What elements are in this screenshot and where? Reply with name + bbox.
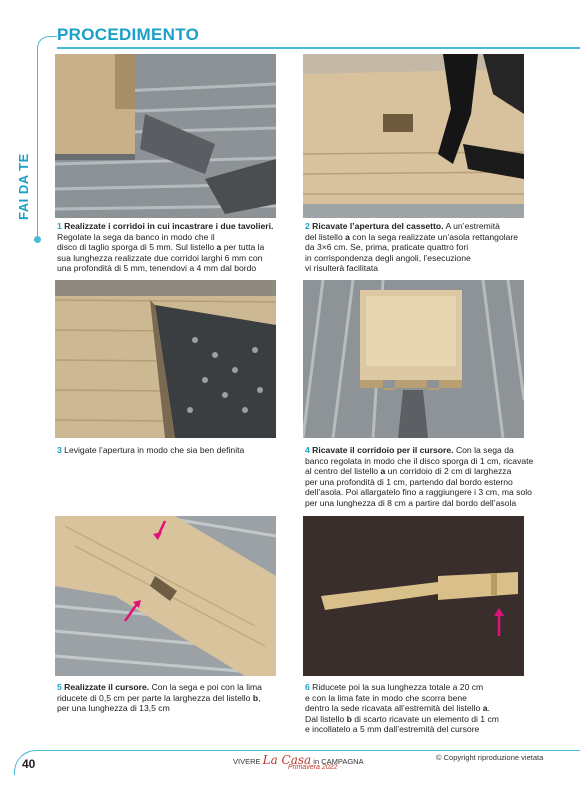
header-rule	[57, 47, 580, 49]
step-text: sua lunghezza realizzate due corridoi larghi 6 mm con	[57, 252, 263, 263]
step-number: 4	[305, 445, 310, 455]
photo-step-4	[303, 280, 524, 438]
side-rule	[37, 47, 38, 237]
step-text: e incollatelo a 5 mm dall’estremità del cursore	[305, 724, 480, 735]
step-text: ,	[258, 692, 261, 703]
magazine-season: Primavera 2022	[288, 764, 338, 771]
section-label: FAI DA TE	[16, 153, 31, 220]
step-number: 2	[305, 221, 310, 231]
caption-step-1	[57, 221, 282, 274]
step-text: per una lunghezza di 13,5 cm	[57, 703, 170, 714]
side-curve	[37, 36, 57, 48]
step-text: una profondità di 5 mm, tenendovi a 4 mm dal bordo	[57, 263, 257, 274]
magazine-suffix: in CAMPAGNA	[313, 757, 364, 766]
step-title: Ricavate il corridoio per il cursore.	[312, 445, 454, 455]
step-text: .	[487, 703, 490, 714]
step-number: 6	[305, 682, 310, 692]
photo-step-1	[55, 54, 276, 218]
step-text: al centro del listello	[305, 466, 381, 477]
magazine-logo: La Casa	[262, 753, 312, 767]
part-letter: b	[346, 713, 352, 724]
step-text: disco di taglio sporga di 5 mm. Sul listello	[57, 242, 217, 253]
step-text: in corrispondenza degli angoli, l’esecuzione	[305, 252, 471, 263]
page-title: PROCEDIMENTO	[57, 25, 200, 44]
magazine-prefix: VIVERE	[233, 757, 261, 766]
copyright-notice: © Copyright riproduzione vietata	[436, 753, 544, 762]
step-text: del listello	[305, 231, 346, 242]
part-letter: a	[482, 703, 488, 714]
part-letter: a	[345, 231, 350, 242]
step-number: 3	[57, 445, 62, 455]
step-text: da 3×6 cm. Se, prima, praticate quattro fori	[305, 242, 469, 253]
footer-rule	[38, 750, 580, 751]
step-text: per una profondità di 1 cm, partendo dal bordo esterno	[305, 476, 513, 487]
step-number: 1	[57, 221, 62, 231]
step-text: Regolate la sega da banco in modo che il	[57, 231, 215, 242]
step-text: e con la lima fate in modo che scorra bene	[305, 692, 467, 703]
step-text: per tutta la	[221, 242, 265, 253]
step-text: Levigate l’apertura in modo che sia ben definita	[64, 445, 245, 455]
step-number: 5	[57, 682, 62, 692]
step-text: Con la sega e poi con la lima	[151, 682, 262, 692]
side-dot	[34, 236, 41, 243]
part-letter: a	[216, 242, 222, 253]
step-text: dell’asola. Poi allargatelo fino a raggiungere i 3 cm, ma solo	[305, 487, 532, 498]
step-text: Riducete poi la sua lunghezza totale a 20 cm	[312, 682, 484, 692]
step-title: Realizzate i corridoi in cui incastrare i due tavolieri.	[64, 221, 274, 231]
caption-step-2	[305, 221, 535, 274]
step-text: con la sega realizzate un’asola rettangolare	[349, 231, 519, 242]
step-text: vi risulterà facilitata	[305, 263, 379, 274]
step-text: riducete di 0,5 cm per parte la larghezza del listello	[57, 692, 253, 703]
step-text: Con la sega da	[455, 445, 514, 455]
part-letter: a	[380, 466, 386, 477]
step-title: Ricavate l’apertura del cassetto.	[312, 221, 444, 231]
step-text: banco regolata in modo che il disco sporga di 1 cm, ricavate	[305, 455, 534, 466]
photo-step-2	[303, 54, 524, 218]
caption-step-4	[305, 445, 550, 509]
step-text: per una lunghezza di 8 cm a partire dal bordo dell’asola	[305, 497, 517, 508]
step-title: Realizzate il cursore.	[64, 682, 150, 692]
step-text: un corridoio di 2 cm di larghezza	[385, 466, 512, 477]
photo-step-6	[303, 516, 524, 676]
caption-step-5	[57, 682, 292, 714]
step-text: dentro la sede ricavata all’estremità del listello	[305, 703, 483, 714]
caption-step-3	[57, 445, 282, 456]
step-text: Dal listello	[305, 713, 347, 724]
photo-step-5	[55, 516, 276, 676]
photo-step-3	[55, 280, 276, 438]
step-text: A un’estremità	[445, 221, 500, 231]
step-text: di scarto ricavate un elemento di 1 cm	[351, 713, 499, 724]
caption-step-6	[305, 682, 545, 735]
page-number: 40	[22, 757, 36, 771]
part-letter: b	[252, 692, 259, 703]
